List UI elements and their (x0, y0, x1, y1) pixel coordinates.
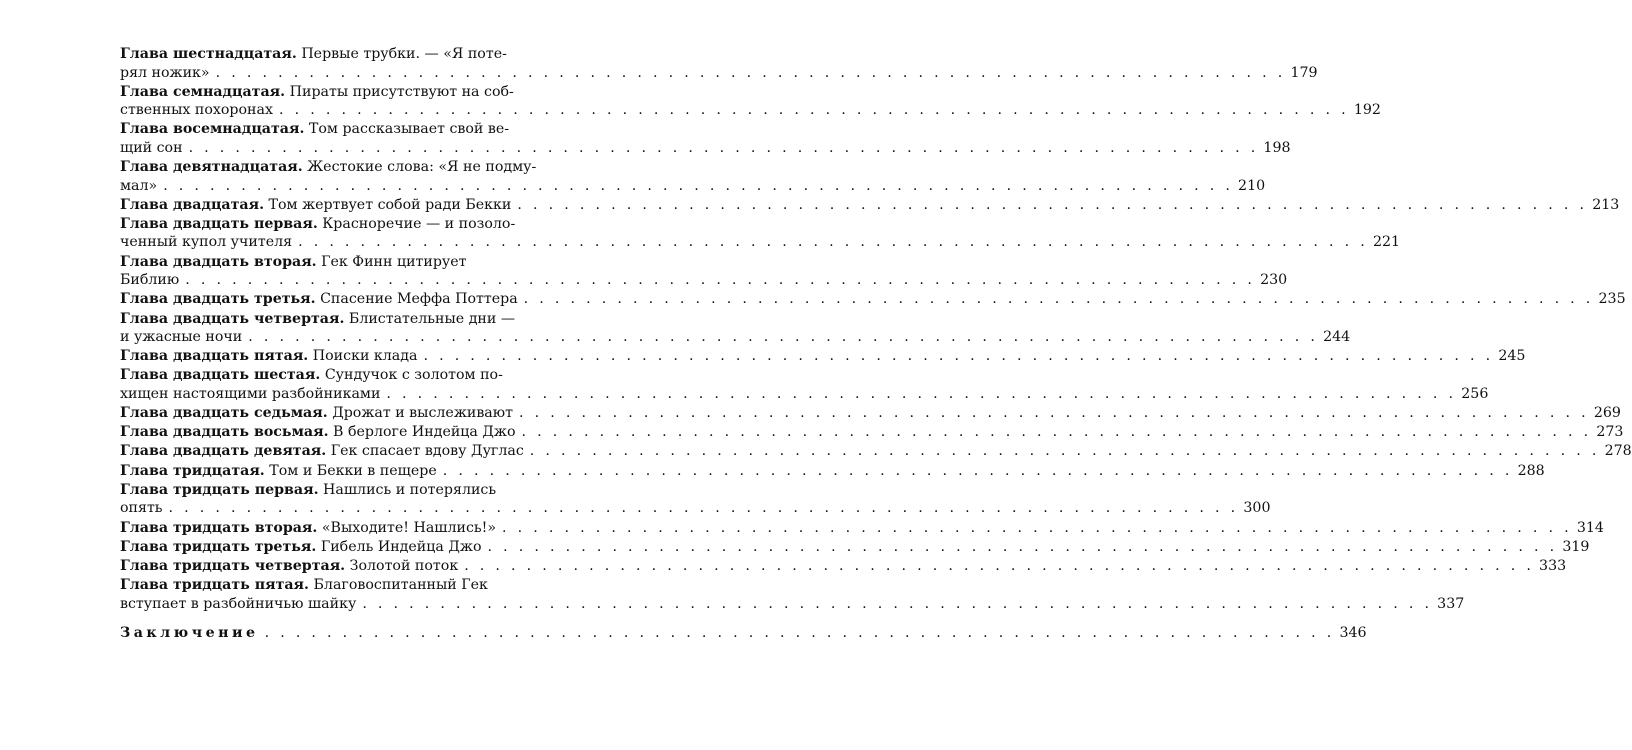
dot-leader (519, 404, 1589, 423)
chapter-number: Глава двадцать пятая. (120, 348, 309, 365)
chapter-number: Глава двадцать первая. (120, 215, 318, 232)
toc-entry (120, 83, 1381, 120)
toc-entry (120, 158, 1266, 195)
dot-leader (169, 499, 1239, 518)
dot-leader (185, 271, 1255, 290)
chapter-title: Золотой поток (349, 557, 459, 574)
toc-entry (120, 423, 1624, 442)
chapter-title: Благовоспитанный Гек (313, 577, 488, 594)
chapter-title: «Выходите! Нашлись!» (321, 519, 497, 536)
page-number: 256 (1461, 385, 1489, 402)
page-number: 179 (1290, 64, 1318, 81)
dot-leader (298, 233, 1368, 252)
chapter-number: Глава тридцать третья. (120, 538, 317, 555)
dot-leader (524, 290, 1594, 309)
toc-entry (120, 290, 1626, 309)
toc-entry (120, 45, 1318, 82)
dot-leader (189, 139, 1259, 158)
chapter-number: Глава тридцать вторая. (120, 519, 318, 536)
toc-entry (120, 366, 1489, 403)
page-number: 288 (1517, 462, 1545, 479)
toc-entry-conclusion (120, 624, 1367, 643)
chapter-title-continued: ственных похоронах (120, 102, 273, 119)
chapter-number: Глава тридцать пятая. (120, 577, 309, 594)
chapter-number: Глава двадцать девятая. (120, 443, 327, 460)
page-number: 221 (1372, 234, 1401, 251)
dot-leader (362, 595, 1432, 614)
chapter-title-continued: мал» (120, 177, 158, 194)
chapter-title: Гибель Индейца Джо (320, 538, 482, 555)
chapter-title-continued: рял ножик» (120, 64, 210, 81)
toc-entry (120, 215, 1401, 252)
toc-entry (120, 120, 1291, 157)
chapter-title: Поиски клада (312, 348, 418, 365)
chapter-number: Глава двадцать вторая. (120, 253, 317, 270)
chapter-number: Глава тридцать первая. (120, 481, 319, 498)
dot-leader (530, 442, 1600, 461)
dot-leader (386, 385, 1456, 404)
dot-leader (487, 538, 1557, 557)
chapter-number: Глава семнадцатая. (120, 83, 286, 100)
chapter-title: Сундучок с золотом по- (324, 367, 503, 384)
page-number: 245 (1498, 348, 1526, 365)
toc-entry (120, 576, 1465, 613)
chapter-title-continued: Библию (120, 272, 180, 289)
dot-leader (248, 328, 1318, 347)
table-of-contents (120, 45, 1632, 643)
page-number: 198 (1263, 139, 1291, 156)
dot-leader (443, 462, 1513, 481)
page-number: 314 (1576, 519, 1604, 536)
chapter-title-continued: вступает в разбойничью шайку (120, 595, 357, 612)
chapter-title: Том рассказывает свой ве- (308, 121, 510, 138)
toc-entry (120, 538, 1590, 557)
toc-entry (120, 310, 1351, 347)
page-number: 273 (1596, 424, 1624, 441)
chapter-number: Глава двадцать четвертая. (120, 310, 345, 327)
page-number: 230 (1260, 272, 1288, 289)
toc-entry (120, 253, 1288, 290)
chapter-title: Блистательные дни — (348, 310, 516, 327)
toc-entry (120, 404, 1621, 423)
dot-leader (216, 64, 1286, 83)
chapter-number: Глава девятнадцатая. (120, 159, 303, 176)
page-number: 346 (1339, 625, 1367, 642)
chapter-title-continued: ченный купол учителя (120, 234, 293, 251)
page-number: 192 (1353, 102, 1381, 119)
page-number: 337 (1437, 595, 1465, 612)
page-number: 235 (1598, 291, 1626, 308)
chapter-title: Дрожат и выслеживают (332, 405, 513, 422)
dot-leader (517, 196, 1587, 215)
page-number: 244 (1323, 329, 1351, 345)
dot-leader (163, 177, 1233, 196)
chapter-title: Спасение Меффа Поттера (320, 291, 518, 308)
chapter-title: Первые трубки. — «Я потe- (301, 46, 507, 62)
dot-leader (265, 624, 1335, 643)
chapter-number: Глава тридцать четвертая. (120, 557, 346, 574)
dot-leader (464, 557, 1534, 576)
chapter-title: Гек Финн цитирует (321, 253, 467, 270)
page-number: 278 (1604, 443, 1632, 460)
page-number: 300 (1243, 500, 1271, 517)
chapter-number: Глава двадцатая. (120, 196, 265, 213)
toc-entry (120, 347, 1526, 366)
page-number: 269 (1593, 405, 1621, 422)
chapter-title-continued: опять (120, 500, 163, 517)
chapter-title: Пираты присутствуют на соб- (289, 83, 514, 100)
chapter-title-continued: щий сон (120, 139, 183, 156)
toc-entry (120, 462, 1545, 481)
toc-entry (120, 481, 1271, 518)
chapter-title-continued: и ужасные ночи (120, 329, 243, 345)
dot-leader (522, 423, 1592, 442)
chapter-title: В берлоге Индейца Джо (333, 424, 516, 441)
chapter-number: Глава двадцать восьмая. (120, 424, 329, 441)
chapter-number: Глава шестнадцатая. (120, 46, 297, 62)
chapter-number: Глава тридцатая. (120, 462, 265, 479)
page-number: 210 (1238, 177, 1266, 194)
chapter-title: Том жертвует собой ради Бекки (268, 196, 512, 213)
conclusion-label: Заключение (120, 625, 259, 642)
toc-entry (120, 557, 1567, 576)
dot-leader (423, 347, 1493, 366)
chapter-title: Жестокие слова: «Я не подму- (307, 159, 537, 176)
chapter-title: Гек спасает вдову Дуглас (330, 443, 524, 460)
chapter-number: Глава восемнадцатая. (120, 121, 305, 138)
chapter-number: Глава двадцать шестая. (120, 367, 321, 384)
page-number: 333 (1539, 557, 1567, 574)
dot-leader (502, 519, 1572, 538)
toc-entry (120, 519, 1604, 538)
chapter-title-continued: хищен настоящими разбойниками (120, 385, 381, 402)
chapter-title: Красноречие — и позоло- (322, 215, 516, 232)
dot-leader (279, 101, 1349, 120)
chapter-title: Том и Бекки в пещере (269, 462, 437, 479)
toc-entry (120, 196, 1620, 215)
chapter-title: Нашлись и потерялись (323, 481, 497, 498)
chapter-number: Глава двадцать третья. (120, 291, 316, 308)
page-number: 319 (1562, 538, 1590, 555)
page-number: 213 (1592, 196, 1620, 213)
chapter-number: Глава двадцать седьмая. (120, 405, 328, 422)
toc-entry (120, 442, 1632, 461)
